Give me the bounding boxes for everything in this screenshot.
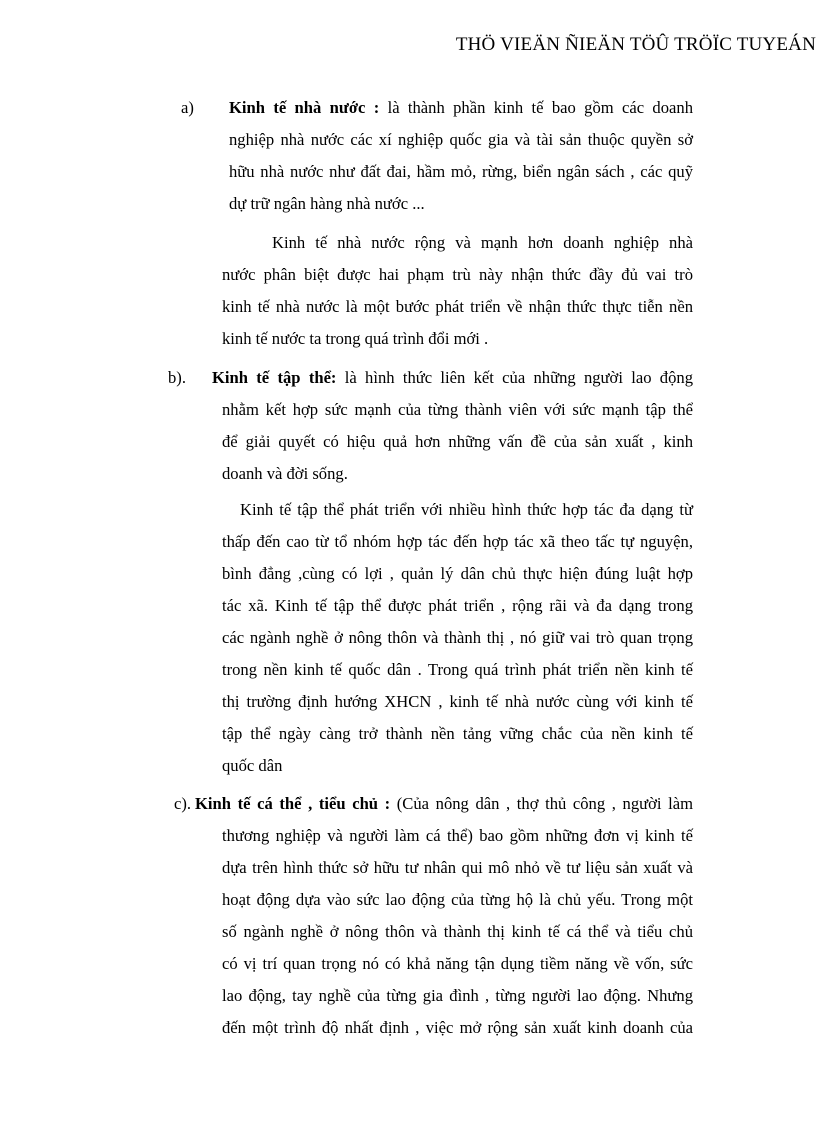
section-b-marker: b). bbox=[168, 368, 186, 387]
section-c-marker: c). bbox=[174, 794, 192, 813]
section-c-line-2: thương nghiệp và người làm cá thể) bao gồm những đơn vị kinh tế bbox=[222, 826, 693, 845]
section-a-line-1-text: là thành phần kinh tế bao gồm các doanh bbox=[379, 98, 693, 117]
section-c-line-6: có vị trí quan trọng nó có khả năng tận dụng tiềm năng về vốn, sức bbox=[222, 954, 693, 973]
section-c-line-3: dựa trên hình thức sở hữu tư nhân qui mô nhỏ về tư liệu sản xuất và bbox=[222, 858, 693, 877]
section-b-para2-line-9: quốc dân bbox=[222, 756, 283, 775]
section-a-line-2: nghiệp nhà nước các xí nghiệp quốc gia và tài sản thuộc quyền sở bbox=[229, 130, 693, 149]
section-b-para2-line-2: thấp đến cao từ tổ nhóm hợp tác đến hợp tác xã theo tấc tự nguyện, bbox=[222, 532, 693, 551]
section-c-line-4: hoạt động dựa vào sức lao động của từng hộ là chủ yếu. Trong một bbox=[222, 890, 693, 909]
section-a-term: Kinh tế nhà nước : bbox=[229, 98, 380, 117]
section-a-line-4: dự trữ ngân hàng nhà nước ... bbox=[229, 194, 425, 213]
section-c-term: Kinh tế cá thể , tiểu chủ : bbox=[195, 794, 391, 813]
section-c-line-1-text: (Của nông dân , thợ thủ công , người làm bbox=[390, 794, 693, 813]
section-b-line-1-text: là hình thức liên kết của những người lao động bbox=[336, 368, 693, 387]
section-b-line-2: nhằm kết hợp sức mạnh của từng thành viên với sức mạnh tập thể bbox=[222, 400, 693, 419]
section-b-term: Kinh tế tập thể: bbox=[212, 368, 337, 387]
section-a-para2-line-1: Kinh tế nhà nước rộng và mạnh hơn doanh nghiệp nhà bbox=[272, 233, 693, 252]
section-c-line-8: đến một trình độ nhất định , việc mở rộng sản xuất kinh doanh của bbox=[222, 1018, 693, 1037]
section-c-line-5: số ngành nghề ở nông thôn và thành thị kinh tế cá thể và tiểu chủ bbox=[222, 922, 693, 941]
section-b-para2-line-3: bình đẳng ,cùng có lợi , quản lý dân chủ thực hiện đúng luật hợp bbox=[222, 564, 693, 583]
page-header-title: THÖ VIEÄN ÑIEÄN TÖÛ TRÖÏC TUYEÁN bbox=[455, 34, 816, 55]
section-c-line-7: lao động, tay nghề của từng gia đình , từng người lao động. Nhưng bbox=[222, 986, 693, 1005]
section-b-para2-line-1: Kinh tế tập thể phát triển với nhiều hình thức hợp tác đa dạng từ bbox=[240, 500, 693, 519]
section-b-line-3: để giải quyết có hiệu quả hơn những vấn đề của sản xuất , kinh bbox=[222, 432, 693, 451]
section-a-line-1 bbox=[229, 98, 693, 118]
section-b-para2-line-5: các ngành nghề ở nông thôn và thành thị , nó giữ vai trò quan trọng bbox=[222, 628, 693, 647]
section-a-para2-line-2: nước phân biệt được hai phạm trù này nhận thức đầy đủ vai trò bbox=[222, 265, 693, 284]
section-a-para2-line-4: kinh tế nước ta trong quá trình đổi mới . bbox=[222, 329, 489, 348]
section-b-line-1 bbox=[212, 368, 693, 388]
section-c-line-1 bbox=[195, 794, 693, 814]
section-b-line-4: doanh và đời sống. bbox=[222, 464, 348, 483]
section-a-marker: a) bbox=[181, 98, 194, 117]
section-b-para2-line-6: trong nền kinh tế quốc dân . Trong quá trình phát triển nền kinh tế bbox=[222, 660, 693, 679]
section-b-para2-line-4: tác xã. Kinh tế tập thể được phát triển , rộng rãi và đa dạng trong bbox=[222, 596, 693, 615]
section-a-line-3: hữu nhà nước như đất đai, hầm mỏ, rừng, biển ngân sách , các quỹ bbox=[229, 162, 693, 181]
section-b-para2-line-8: tập thể ngày càng trở thành nền tảng vững chắc của nền kinh tế bbox=[222, 724, 693, 743]
section-b-para2-line-7: thị trường định hướng XHCN , kinh tế nhà nước cùng với kinh tế bbox=[222, 692, 693, 711]
section-a-para2-line-3: kinh tế nhà nước là một bước phát triển về nhận thức thực tiễn nền bbox=[222, 297, 693, 316]
